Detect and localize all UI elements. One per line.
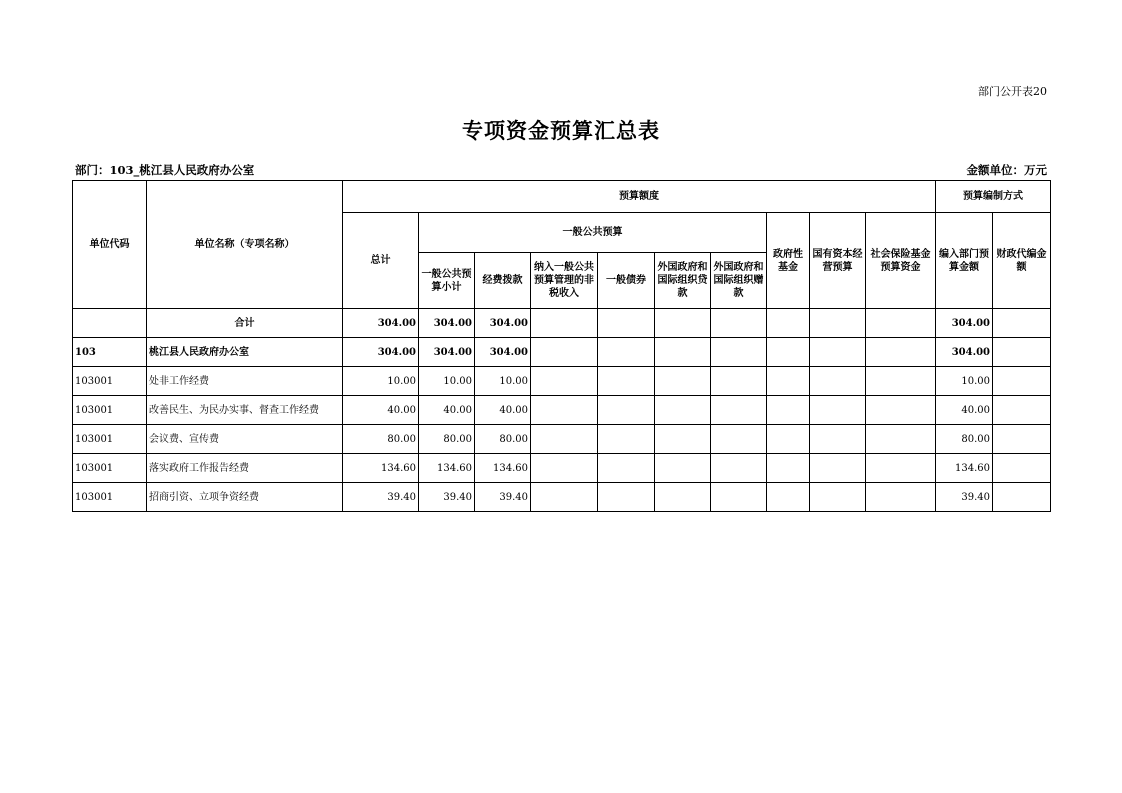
cell-fiscal-agent (993, 425, 1051, 454)
cell-non-tax (531, 396, 598, 425)
cell-foreign-loan (655, 309, 711, 338)
cell-gp-subtotal: 134.60 (419, 454, 475, 483)
cell-state-capital (810, 425, 866, 454)
cell-state-capital (810, 396, 866, 425)
cell-gp-subtotal: 304.00 (419, 338, 475, 367)
cell-gov-fund (767, 367, 810, 396)
table-row-department (73, 338, 1051, 367)
cell-dept-compiled: 40.00 (936, 396, 993, 425)
cell-code: 103001 (73, 425, 147, 454)
amount-unit-label: 金额单位：万元 (966, 163, 1047, 177)
cell-fiscal-agent (993, 309, 1051, 338)
cell-gp-subtotal: 80.00 (419, 425, 475, 454)
cell-non-tax (531, 483, 598, 512)
cell-appropriation: 40.00 (475, 396, 531, 425)
cell-name: 桃江县人民政府办公室 (147, 338, 343, 367)
cell-foreign-grant (711, 367, 767, 396)
cell-total: 40.00 (343, 396, 419, 425)
cell-gov-fund (767, 309, 810, 338)
cell-gp-subtotal: 10.00 (419, 367, 475, 396)
cell-dept-compiled: 10.00 (936, 367, 993, 396)
header-fiscal-agent: 财政代编金额 (993, 213, 1051, 309)
cell-gp-subtotal: 304.00 (419, 309, 475, 338)
cell-code: 103001 (73, 367, 147, 396)
cell-gp-subtotal: 40.00 (419, 396, 475, 425)
cell-non-tax (531, 425, 598, 454)
header-social-insurance: 社会保险基金预算资金 (866, 213, 936, 309)
cell-appropriation: 304.00 (475, 338, 531, 367)
budget-table (72, 180, 1051, 512)
cell-code: 103001 (73, 396, 147, 425)
cell-name: 处非工作经费 (147, 367, 343, 396)
table-row (73, 454, 1051, 483)
cell-foreign-loan (655, 483, 711, 512)
cell-foreign-grant (711, 425, 767, 454)
cell-social-insurance (866, 338, 936, 367)
form-number: 部门公开表20 (978, 85, 1047, 98)
cell-fiscal-agent (993, 338, 1051, 367)
cell-name: 招商引资、立项争资经费 (147, 483, 343, 512)
header-appropriation: 经费拨款 (475, 253, 531, 309)
table-row (73, 396, 1051, 425)
cell-social-insurance (866, 483, 936, 512)
cell-foreign-grant (711, 396, 767, 425)
cell-non-tax (531, 454, 598, 483)
cell-foreign-loan (655, 425, 711, 454)
cell-appropriation: 304.00 (475, 309, 531, 338)
cell-general-bond (598, 338, 655, 367)
header-foreign-grant: 外国政府和国际组织赠款 (711, 253, 767, 309)
header-gov-fund: 政府性基金 (767, 213, 810, 309)
cell-social-insurance (866, 367, 936, 396)
table-row (73, 425, 1051, 454)
cell-dept-compiled: 304.00 (936, 309, 993, 338)
cell-gov-fund (767, 338, 810, 367)
cell-code (73, 309, 147, 338)
cell-gov-fund (767, 396, 810, 425)
cell-dept-compiled: 39.40 (936, 483, 993, 512)
cell-fiscal-agent (993, 483, 1051, 512)
cell-gov-fund (767, 425, 810, 454)
header-total: 总计 (343, 213, 419, 309)
cell-code: 103 (73, 338, 147, 367)
cell-total: 134.60 (343, 454, 419, 483)
cell-non-tax (531, 367, 598, 396)
cell-dept-compiled: 80.00 (936, 425, 993, 454)
header-foreign-loan: 外国政府和国际组织贷款 (655, 253, 711, 309)
cell-social-insurance (866, 396, 936, 425)
cell-name: 合计 (147, 309, 343, 338)
cell-fiscal-agent (993, 454, 1051, 483)
cell-total: 304.00 (343, 309, 419, 338)
cell-gov-fund (767, 454, 810, 483)
cell-foreign-grant (711, 483, 767, 512)
cell-appropriation: 134.60 (475, 454, 531, 483)
cell-foreign-loan (655, 454, 711, 483)
header-gp-subtotal: 一般公共预算小计 (419, 253, 475, 309)
cell-state-capital (810, 309, 866, 338)
header-state-capital: 国有资本经营预算 (810, 213, 866, 309)
cell-name: 落实政府工作报告经费 (147, 454, 343, 483)
cell-appropriation: 80.00 (475, 425, 531, 454)
cell-appropriation: 10.00 (475, 367, 531, 396)
cell-social-insurance (866, 454, 936, 483)
cell-foreign-loan (655, 396, 711, 425)
cell-gov-fund (767, 483, 810, 512)
cell-general-bond (598, 483, 655, 512)
cell-dept-compiled: 304.00 (936, 338, 993, 367)
cell-state-capital (810, 454, 866, 483)
cell-state-capital (810, 367, 866, 396)
header-general-bond: 一般债券 (598, 253, 655, 309)
cell-total: 304.00 (343, 338, 419, 367)
header-unit-code: 单位代码 (73, 181, 147, 309)
page-title: 专项资金预算汇总表 (462, 118, 660, 143)
cell-code: 103001 (73, 454, 147, 483)
table-row (73, 483, 1051, 512)
header-budget-amount: 预算额度 (343, 181, 936, 213)
cell-social-insurance (866, 309, 936, 338)
cell-non-tax (531, 338, 598, 367)
cell-total: 80.00 (343, 425, 419, 454)
cell-state-capital (810, 483, 866, 512)
cell-name: 改善民生、为民办实事、督查工作经费 (147, 396, 343, 425)
cell-dept-compiled: 134.60 (936, 454, 993, 483)
cell-total: 39.40 (343, 483, 419, 512)
cell-gp-subtotal: 39.40 (419, 483, 475, 512)
header-general-public-budget: 一般公共预算 (419, 213, 767, 253)
table-row (73, 367, 1051, 396)
table-row-total (73, 309, 1051, 338)
cell-name: 会议费、宣传费 (147, 425, 343, 454)
cell-state-capital (810, 338, 866, 367)
cell-foreign-loan (655, 367, 711, 396)
cell-foreign-grant (711, 338, 767, 367)
cell-general-bond (598, 309, 655, 338)
cell-code: 103001 (73, 483, 147, 512)
cell-fiscal-agent (993, 367, 1051, 396)
cell-foreign-grant (711, 309, 767, 338)
cell-foreign-loan (655, 338, 711, 367)
cell-general-bond (598, 425, 655, 454)
header-unit-name: 单位名称（专项名称） (147, 181, 343, 309)
cell-general-bond (598, 454, 655, 483)
header-non-tax: 纳入一般公共预算管理的非税收入 (531, 253, 598, 309)
department-label: 部门：103_桃江县人民政府办公室 (75, 163, 255, 177)
header-dept-compiled: 编入部门预算金额 (936, 213, 993, 309)
header-compile-method: 预算编制方式 (936, 181, 1051, 213)
cell-general-bond (598, 367, 655, 396)
cell-fiscal-agent (993, 396, 1051, 425)
cell-non-tax (531, 309, 598, 338)
cell-social-insurance (866, 425, 936, 454)
cell-total: 10.00 (343, 367, 419, 396)
cell-foreign-grant (711, 454, 767, 483)
cell-appropriation: 39.40 (475, 483, 531, 512)
cell-general-bond (598, 396, 655, 425)
